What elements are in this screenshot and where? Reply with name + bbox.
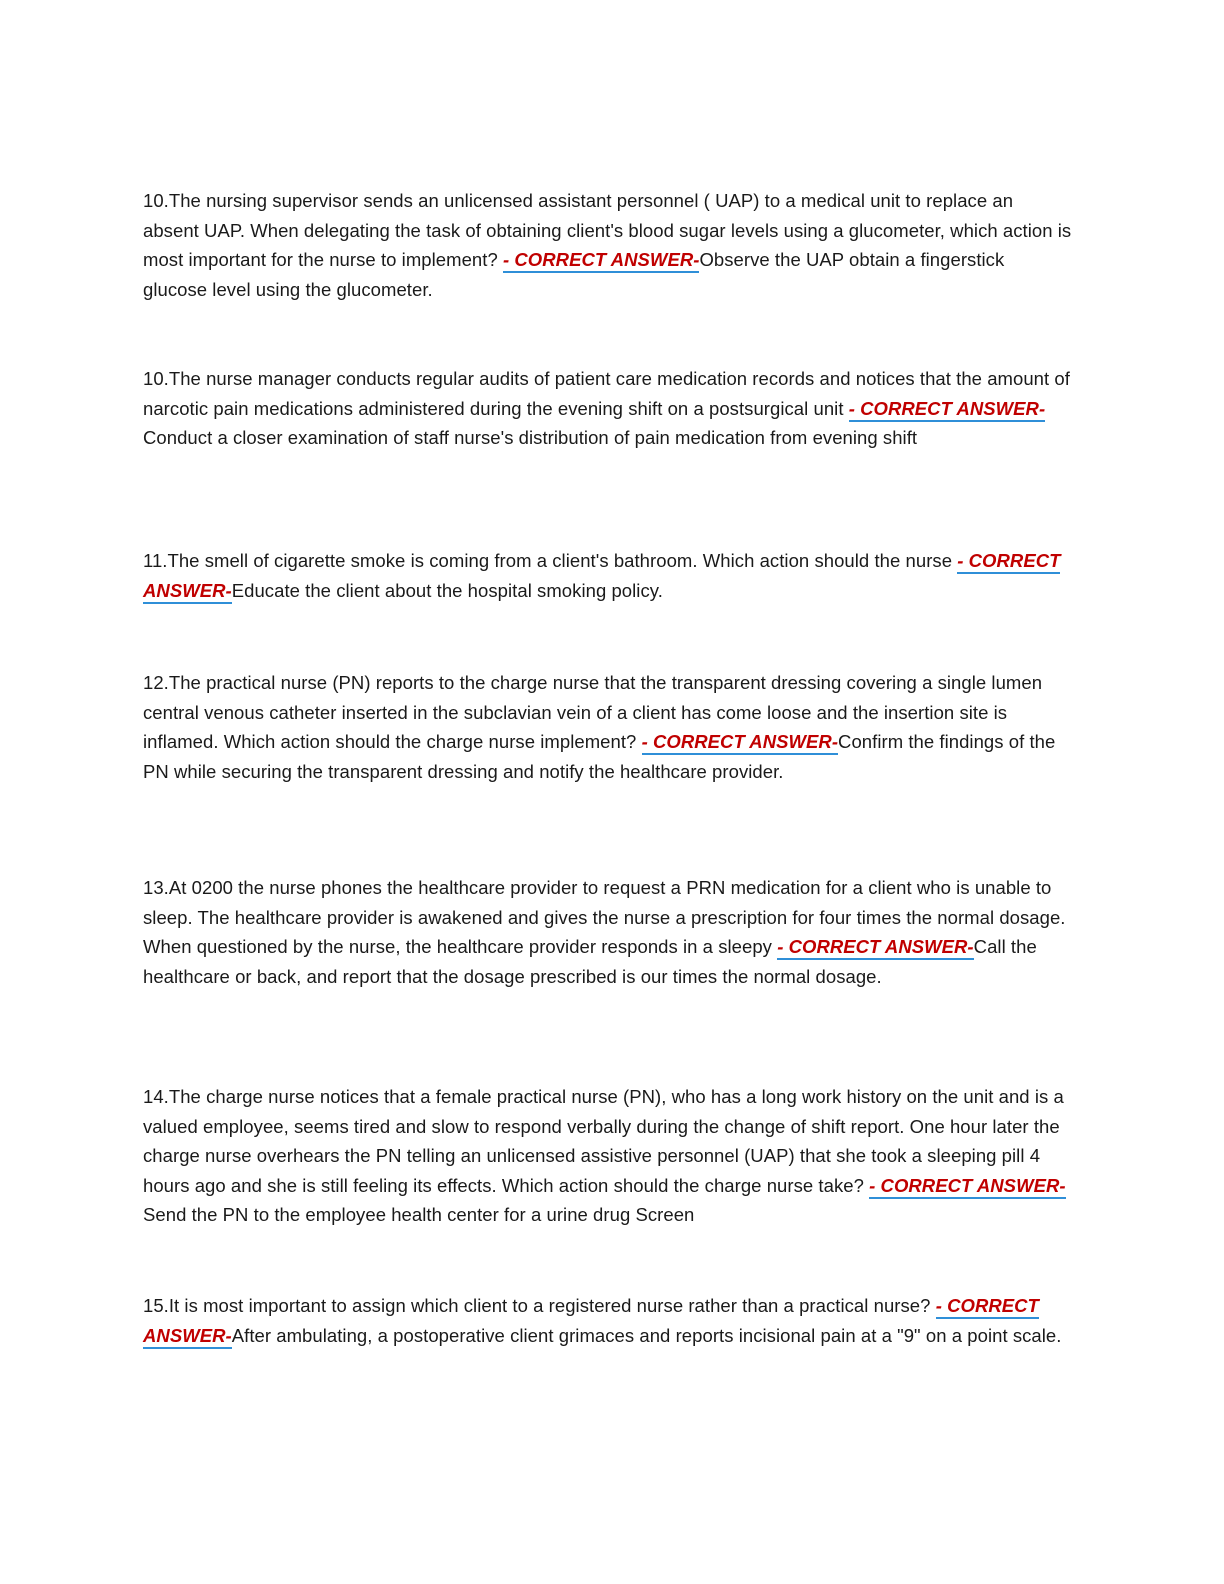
- correct-answer-marker: - CORRECT ANSWER-: [503, 249, 699, 273]
- question-text: 14.The charge nurse notices that a female practical nurse (PN), who has a long work history on the unit and is a valued employee, seems tired and slow to respond verbally during the change of shift report. One hour later the charge nurse overhears the PN telling an unlicensed assistive personnel (UAP) that she took a sleeping pill 4 hours ago and she is still feeling its effects. Which action should the charge nurse take?: [143, 1086, 1064, 1196]
- question-text: 11.The smell of cigarette smoke is coming from a client's bathroom. Which action should the nurse: [143, 550, 953, 571]
- qa-item-13: [143, 873, 1073, 991]
- correct-answer-marker: - CORRECT ANSWER-: [777, 936, 973, 960]
- question-text: 13.At 0200 the nurse phones the healthcare provider to request a PRN medication for a client who is unable to sleep. The healthcare provider is awakened and gives the nurse a prescription for four times the normal dosage. When questioned by the nurse, the healthcare provider responds in a sleepy: [143, 877, 1066, 957]
- qa-item-14: [143, 1082, 1073, 1230]
- answer-text: Confirm the findings of the PN while securing the transparent dressing and notify the healthcare provider.: [143, 731, 1056, 782]
- answer-text: Observe the UAP obtain a fingerstick glucose level using the glucometer.: [143, 249, 1005, 300]
- question-text: 10.The nurse manager conducts regular audits of patient care medication records and notices that the amount of narcotic pain medications administered during the evening shift on a postsurgical unit: [143, 368, 1070, 419]
- question-text: 15.It is most important to assign which client to a registered nurse rather than a practical nurse?: [143, 1295, 931, 1316]
- correct-answer-marker: - CORRECT ANSWER-: [869, 1175, 1065, 1199]
- answer-text: Conduct a closer examination of staff nurse's distribution of pain medication from evening shift: [143, 427, 918, 448]
- answer-text: After ambulating, a postoperative client grimaces and reports incisional pain at a "9" on a point scale.: [231, 1324, 1062, 1346]
- answer-text: Call the healthcare or back, and report that the dosage prescribed is our times the normal dosage.: [143, 936, 1037, 987]
- correct-answer-marker: - CORRECT ANSWER-: [642, 731, 838, 755]
- answer-text: Educate the client about the hospital smoking policy.: [231, 579, 663, 601]
- correct-answer-marker: - CORRECT ANSWER-: [849, 398, 1045, 422]
- correct-answer-marker: - CORRECT ANSWER-: [143, 550, 1060, 604]
- question-text: 12.The practical nurse (PN) reports to the charge nurse that the transparent dressing covering a single lumen central venous catheter inserted in the subclavian vein of a client has come loose and the insertion site is inflamed. Which action should the charge nurse implement?: [143, 672, 1043, 752]
- qa-item-10a: [143, 186, 1073, 304]
- qa-item-11: [143, 546, 1073, 605]
- qa-item-10b: [143, 364, 1073, 453]
- qa-item-15: [143, 1291, 1073, 1350]
- answer-text: Send the PN to the employee health center for a urine drug Screen: [143, 1204, 695, 1225]
- qa-item-12: [143, 668, 1073, 786]
- question-text: 10.The nursing supervisor sends an unlicensed assistant personnel ( UAP) to a medical unit to replace an absent UAP. When delegating the task of obtaining client's blood sugar levels using a glucometer, which action is most important for the nurse to implement?: [143, 190, 1072, 270]
- correct-answer-marker: - CORRECT ANSWER-: [143, 1295, 1039, 1349]
